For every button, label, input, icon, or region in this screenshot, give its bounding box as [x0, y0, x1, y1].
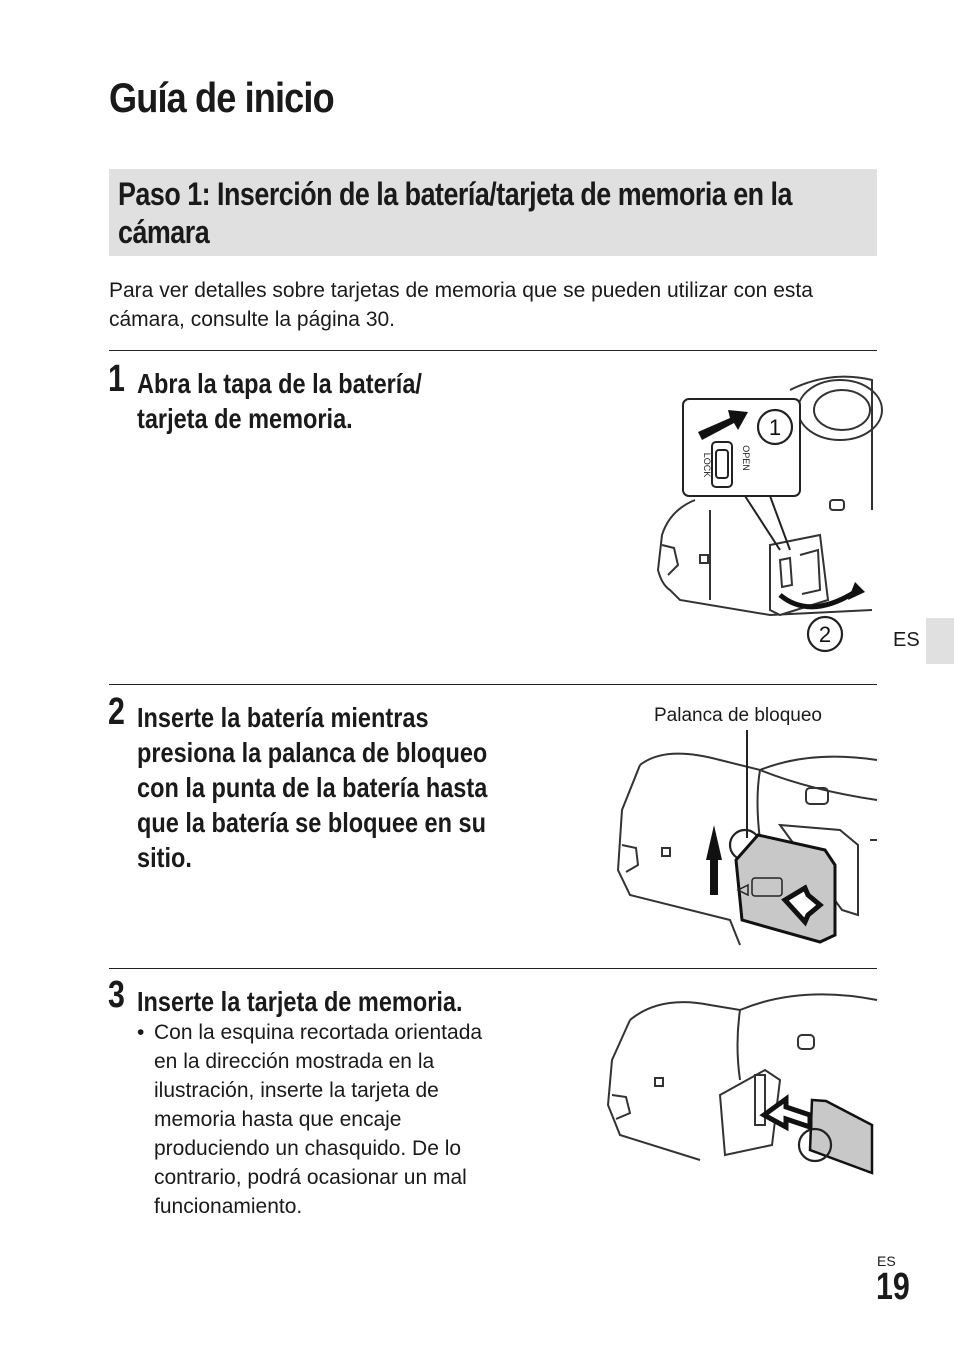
camera-open-cover-illustration [650, 370, 882, 665]
lock-lever-callout: Palanca de bloqueo [654, 705, 822, 726]
step-2-title: Inserte la batería mientras presiona la palanca de bloqueo con la punta de la batería hasta que la batería se bloquee en su sitio. [137, 702, 488, 873]
section-header [109, 169, 877, 256]
section-title: Paso 1: Inserción de la batería/tarjeta de memoria en la cámara [118, 176, 792, 250]
step-3-bullet [137, 1018, 497, 1221]
divider [109, 968, 877, 969]
step-2-number: 2 [108, 691, 125, 733]
divider [109, 684, 877, 685]
marker-1: 1 [768, 415, 782, 440]
page-title: Guía de inicio [109, 74, 334, 121]
bullet-dot: • [137, 1021, 145, 1044]
step-3-number: 3 [108, 974, 125, 1016]
lock-label: LOCK [702, 452, 712, 478]
step-3-bullet-text: Con la esquina recortada orientada en la dirección mostrada en la ilustración, inserte la tarjeta de memoria hasta que encaje produciendo un chasquido. De lo contrario, podrá ocasionar un mal funcionamiento. [154, 1021, 483, 1218]
memory-card-insertion-illustration [600, 985, 882, 1175]
footer-language: ES [877, 1253, 896, 1269]
intro-text: Para ver detalles sobre tarjetas de memoria que se pueden utilizar con esta cámara, consulte la página 30. [109, 279, 813, 331]
marker-2: 2 [818, 622, 832, 647]
side-language-tab [926, 618, 954, 664]
divider [109, 350, 877, 351]
open-label: OPEN [741, 445, 751, 471]
page-number: 19 [876, 1266, 910, 1308]
battery-insertion-illustration [610, 730, 882, 955]
step-1-title: Abra la tapa de la batería/ tarjeta de memoria. [137, 368, 422, 434]
step-1-number: 1 [108, 358, 125, 400]
step-3-title: Inserte la tarjeta de memoria. [137, 986, 463, 1017]
side-language-label: ES [893, 629, 920, 651]
